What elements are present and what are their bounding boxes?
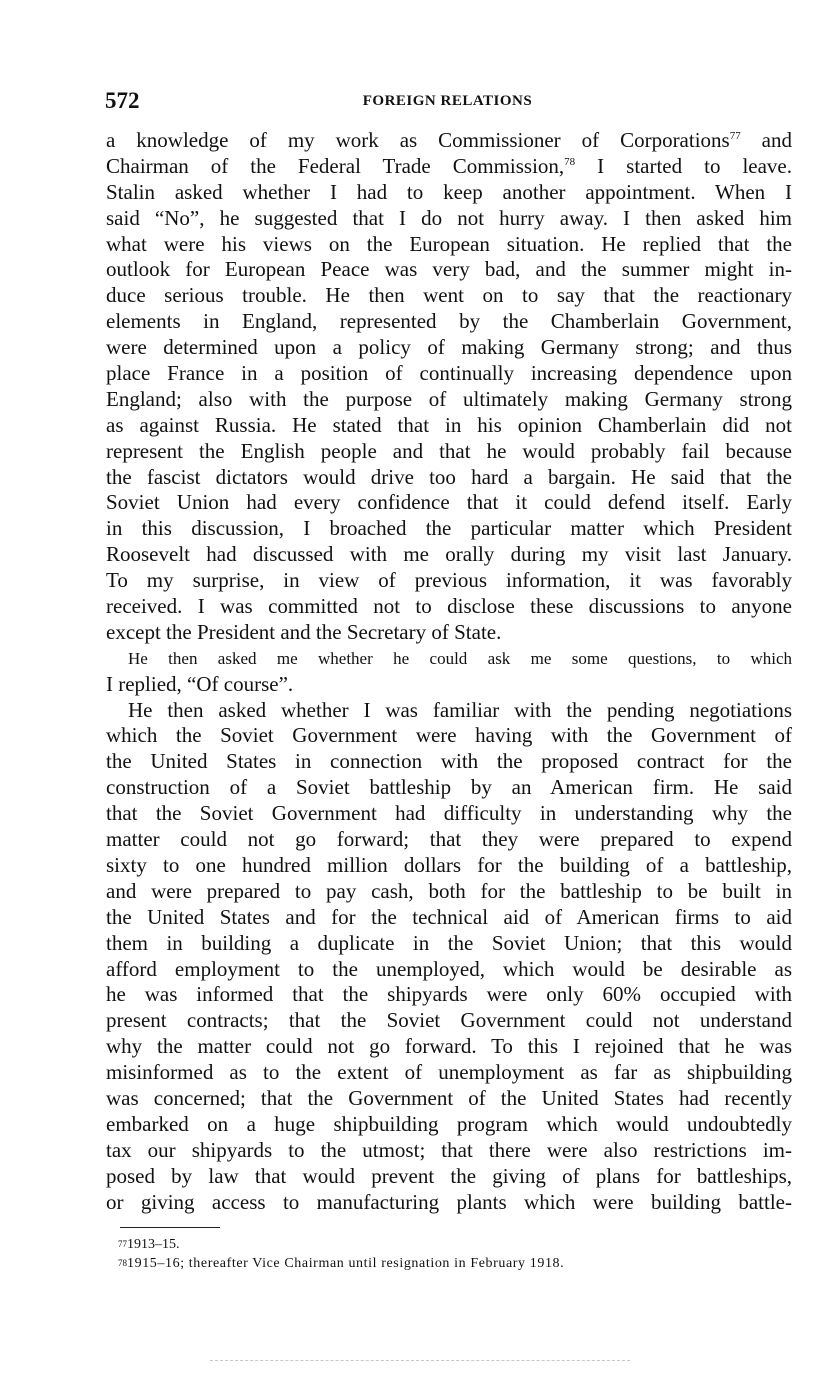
text-line: misinformed as to the extent of unemployment as far as shipbuilding	[106, 1060, 792, 1085]
text-line: posed by law that would prevent the giving of plans for battleships,	[106, 1163, 792, 1188]
text-line: as against Russia. He stated that in his opinion Chamberlain did not	[106, 412, 792, 437]
text-line: them in building a duplicate in the Soviet Union; that this would	[106, 930, 792, 955]
text-line: Soviet Union had every confidence that it could defend itself. Early	[106, 490, 792, 515]
text-line: elements in England, represented by the Chamberlain Government,	[106, 309, 792, 334]
text-line: was concerned; that the Government of the United States had recently	[106, 1085, 792, 1110]
footnote	[118, 1235, 798, 1254]
body-text	[106, 128, 792, 1215]
footnote-text: 1913–15.	[127, 1237, 180, 1252]
text-line: the United States and for the technical aid of American firms to aid	[106, 904, 792, 929]
page-header	[105, 88, 790, 118]
text-line: Stalin asked whether I had to keep another appointment. When I	[106, 179, 792, 204]
text-line: a knowledge of my work as Commissioner of Corporations$^{77}$ and	[106, 128, 792, 152]
text-line: To my surprise, in view of previous information, it was favorably	[106, 568, 792, 593]
footnote-text: 1915–16; thereafter Vice Chairman until resignation in February 1918.	[127, 1256, 565, 1271]
text-line: construction of a Soviet battleship by an American firm. He said	[106, 775, 792, 800]
text-line: England; also with the purpose of ultimately making Germany strong	[106, 386, 792, 411]
text-line: the fascist dictators would drive too hard a bargain. He said that the	[106, 464, 792, 489]
text-line: that the Soviet Government had difficulty in understanding why the	[106, 801, 792, 826]
text-line: the United States in connection with the proposed contract for the	[106, 749, 792, 774]
text-line: outlook for European Peace was very bad, and the summer might in-	[106, 257, 792, 282]
text-line: afford employment to the unemployed, which would be desirable as	[106, 956, 792, 981]
text-line: present contracts; that the Soviet Government could not understand	[106, 1008, 792, 1033]
text-line: Chairman of the Federal Trade Commission,$^{78}$ I started to leave.	[106, 153, 792, 178]
text-line: in this discussion, I broached the particular matter which President	[106, 516, 792, 541]
text-line: what were his views on the European situation. He replied that the	[106, 231, 792, 256]
text-line: tax our shipyards to the utmost; that there were also restrictions im-	[106, 1137, 792, 1162]
text-line: except the President and the Secretary of State.	[106, 619, 502, 644]
footnote-ref: 78	[564, 155, 576, 168]
footnote-number: 78	[118, 1258, 127, 1268]
text-line: matter could not go forward; that they were prepared to expend	[106, 827, 792, 852]
text-line: Roosevelt had discussed with me orally during my visit last January.	[106, 542, 792, 567]
text-line: he was informed that the shipyards were only 60% occupied with	[106, 982, 792, 1007]
running-head: FOREIGN RELATIONS	[362, 93, 533, 109]
text-line: which the Soviet Government were having with the Government of	[106, 723, 792, 748]
scan-artifact	[210, 1360, 630, 1362]
text-line: I replied, “Of course”.	[106, 671, 294, 696]
footnotes	[118, 1235, 798, 1273]
text-line: and were prepared to pay cash, both for the battleship to be built in	[106, 878, 792, 903]
text-line: He then asked whether I was familiar with the pending negotiations	[128, 697, 792, 722]
text-line: were determined upon a policy of making Germany strong; and thus	[106, 335, 792, 360]
text-line: place France in a position of continually increasing dependence upon	[106, 361, 792, 386]
text-line: received. I was committed not to disclose these discussions to anyone	[106, 594, 792, 619]
text-line: represent the English people and that he would probably fail because	[106, 438, 792, 463]
page-number: 572	[105, 88, 140, 113]
text-line: sixty to one hundred million dollars for the building of a battleship,	[106, 852, 792, 877]
footnote-divider	[120, 1227, 220, 1228]
text-line: embarked on a huge shipbuilding program which would undoubtedly	[106, 1111, 792, 1136]
text-line: why the matter could not go forward. To this I rejoined that he was	[106, 1034, 792, 1059]
footnote-number: 77	[118, 1239, 127, 1249]
footnote-ref: 77	[729, 130, 741, 142]
text-line: duce serious trouble. He then went on to say that the reactionary	[106, 283, 792, 308]
text-line: or giving access to manufacturing plants which were building battle-	[106, 1189, 792, 1214]
text-line: said “No”, he suggested that I do not hurry away. I then asked him	[106, 205, 792, 230]
text-line: He then asked me whether he could ask me some questions, to which	[128, 648, 792, 668]
footnote	[118, 1254, 798, 1273]
